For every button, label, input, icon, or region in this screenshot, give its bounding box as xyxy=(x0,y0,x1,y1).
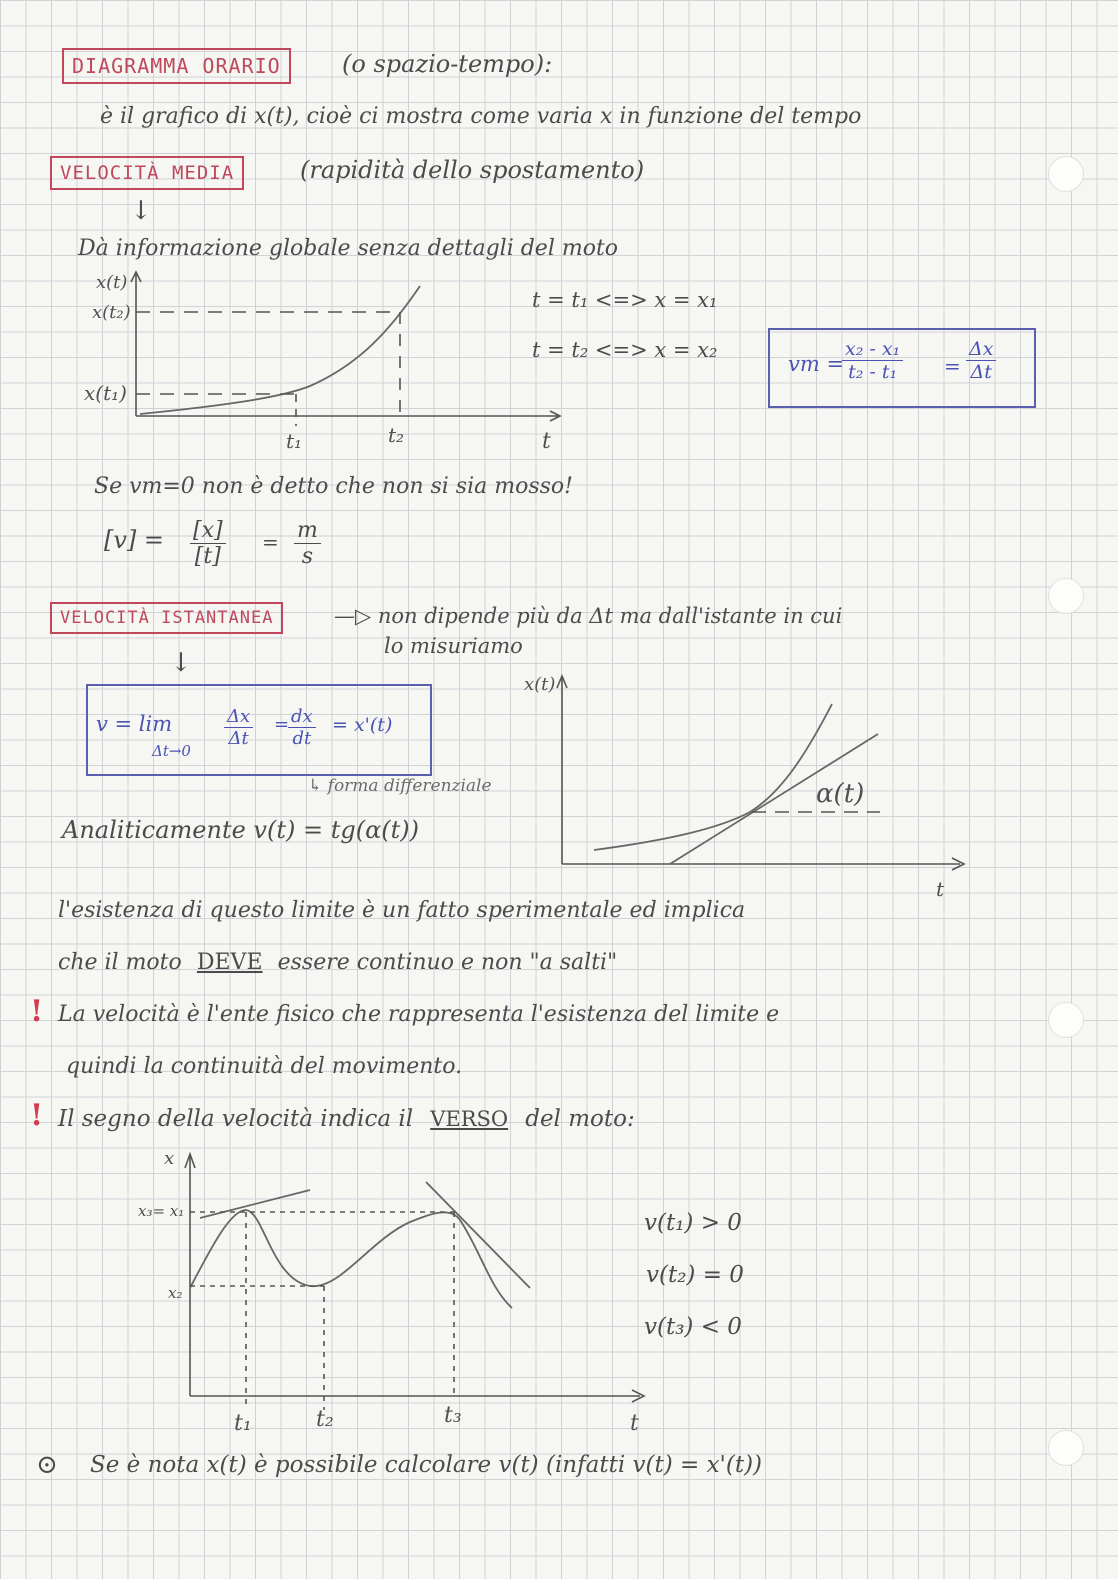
paragraph-line-3: La velocità è l'ente fisico che rappresenta l'esistenza del limite e xyxy=(58,1002,780,1027)
numerator: m xyxy=(294,518,321,544)
heading-velocita-istantanea: VELOCITÀ ISTANTANEA xyxy=(50,602,283,634)
sign-zero: v(t₂) = 0 xyxy=(646,1262,744,1288)
line5-end: del moto: xyxy=(525,1106,635,1132)
denominator: s xyxy=(301,544,314,569)
heading-subtitle: (rapidità dello spostamento) xyxy=(300,156,645,184)
units-lhs: [v] = xyxy=(104,526,165,554)
mean-velocity-formula-box xyxy=(768,328,1036,408)
numerator: Δx xyxy=(966,338,996,361)
y-axis-label: x(t) xyxy=(96,272,128,293)
t3-label: t₃ xyxy=(444,1403,462,1428)
condition-t2: t = t₂ <=> x = x₂ xyxy=(532,338,718,362)
x3-x1-label: x₃= x₁ xyxy=(138,1202,185,1220)
differential-form-note: ↳ forma differenziale xyxy=(308,776,492,796)
tangent-t1 xyxy=(200,1190,310,1218)
t-axis-label: t xyxy=(936,877,945,901)
mean-velocity-fraction xyxy=(842,338,903,383)
denominator: Δt xyxy=(970,361,992,383)
analytic-line: Analiticamente v(t) = tg(α(t)) xyxy=(62,816,420,844)
footer-line: Se è nota x(t) è possibile calcolare v(t) (infatti v(t) = x'(t)) xyxy=(90,1452,763,1478)
graph-velocity-sign xyxy=(130,1140,660,1440)
binder-hole xyxy=(1048,578,1084,614)
units-m-s xyxy=(294,518,321,569)
down-arrow: ↓ xyxy=(170,648,192,678)
binder-hole xyxy=(1048,1430,1084,1466)
global-info-line: Dà informazione globale senza dettagli del moto xyxy=(78,236,619,261)
t2-label: t₂ xyxy=(316,1407,334,1432)
numerator: [x] xyxy=(190,518,226,544)
alpha-label: α(t) xyxy=(816,779,865,809)
heading-subtitle: (o spazio-tempo): xyxy=(342,50,553,78)
denominator: [t] xyxy=(194,544,221,569)
y-axis-label: x(t) xyxy=(524,674,556,695)
down-arrow: ↓ xyxy=(130,196,152,226)
numerator: x₂ - x₁ xyxy=(842,338,903,361)
curve-x-of-t xyxy=(190,1210,512,1308)
denominator: dt xyxy=(292,728,312,749)
deve-emphasis: DEVE xyxy=(196,950,263,975)
delta-fraction xyxy=(966,338,996,383)
instant-velocity-formula-box xyxy=(86,684,432,776)
equals-sign: = xyxy=(262,530,279,554)
sign-positive: v(t₁) > 0 xyxy=(644,1210,742,1236)
t1-label: t₁ xyxy=(234,1411,252,1436)
binder-hole xyxy=(1048,156,1084,192)
t1-label: t₁ xyxy=(286,429,303,453)
equals-sign: = xyxy=(944,354,961,378)
paragraph-line-1: l'esistenza di questo limite è un fatto sperimentale ed implica xyxy=(58,898,746,923)
paragraph-line-5 xyxy=(58,1106,635,1132)
numerator: dx xyxy=(288,706,316,728)
delta-fraction xyxy=(224,706,253,749)
x2-label: x₂ xyxy=(168,1284,183,1302)
limit-subscript: Δt→0 xyxy=(152,742,191,760)
instant-desc-line1: —▷ non dipende più da Δt ma dall'istante in cui xyxy=(334,604,843,628)
heading-diagramma-orario: DIAGRAMMA ORARIO xyxy=(62,48,291,84)
binder-hole xyxy=(1048,1002,1084,1038)
numerator: Δx xyxy=(224,706,253,728)
x-t1-label: x(t₁) xyxy=(84,381,127,405)
condition-t1: t = t₁ <=> x = x₁ xyxy=(532,288,718,312)
vm-lhs: vm = xyxy=(788,352,845,376)
line2-start: che il moto xyxy=(58,950,182,975)
t-axis-label: t xyxy=(542,429,551,454)
x-t2-label: x(t₂) xyxy=(92,302,131,323)
sign-negative: v(t₃) < 0 xyxy=(644,1314,742,1340)
definition-line: è il grafico di x(t), cioè ci mostra come varia x in funzione del tempo xyxy=(100,104,862,129)
paragraph-line-2 xyxy=(58,950,617,975)
t2-label: t₂ xyxy=(388,423,405,447)
y-axis-label: x xyxy=(164,1148,175,1169)
limit-expression: v = lim xyxy=(96,712,173,736)
units-fraction xyxy=(190,518,226,569)
denominator: t₂ - t₁ xyxy=(848,361,898,383)
derivative-rhs: = x'(t) xyxy=(332,714,393,736)
verso-emphasis: VERSO xyxy=(430,1107,509,1131)
paragraph-line-4: quindi la continuità del movimento. xyxy=(66,1054,463,1079)
curve-x-of-t xyxy=(594,704,832,850)
graph-position-time-1 xyxy=(70,266,590,466)
exclamation-mark: ! xyxy=(30,994,44,1029)
t-axis-label: t xyxy=(630,1411,639,1436)
derivative-fraction xyxy=(288,706,316,749)
denominator: Δt xyxy=(228,728,249,749)
tangent-t3 xyxy=(426,1182,530,1288)
line5-start: Il segno della velocità indica il xyxy=(58,1106,414,1132)
graph-tangent xyxy=(520,664,990,914)
exclamation-mark: ! xyxy=(30,1098,44,1133)
instant-desc-line2: lo misuriamo xyxy=(384,634,523,658)
heading-velocita-media: VELOCITÀ MEDIA xyxy=(50,156,244,190)
bullet-icon: ⊙ xyxy=(36,1450,58,1480)
line2-end: essere continuo e non "a salti" xyxy=(277,950,618,975)
equals-sign: = xyxy=(274,714,290,735)
note-vm-zero: Se vm=0 non è detto che non si sia mosso! xyxy=(94,474,574,499)
